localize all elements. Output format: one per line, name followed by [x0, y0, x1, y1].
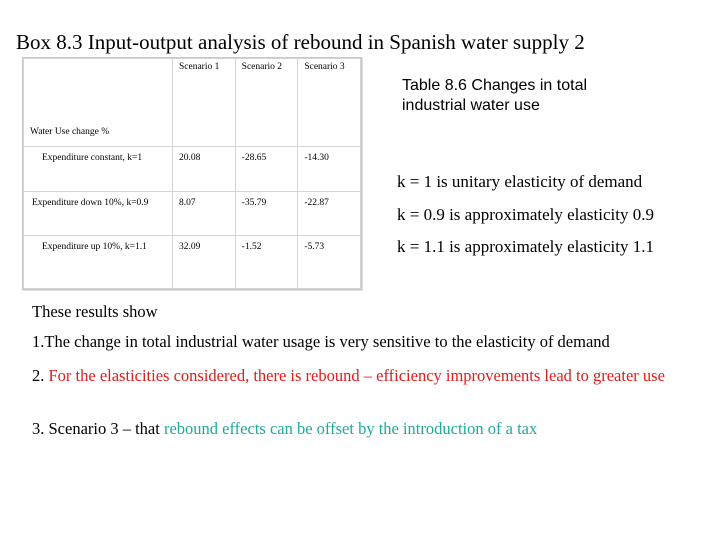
table-cell: -28.65	[235, 147, 298, 192]
row-label: Expenditure down 10%, k=0.9	[24, 192, 173, 236]
table-row	[24, 147, 361, 192]
table-cell: -5.73	[298, 236, 361, 289]
table-cell: -22.87	[298, 192, 361, 236]
header-scenario-2: Scenario 2	[235, 59, 298, 147]
k-note-3: k = 1.1 is approximately elasticity 1.1	[397, 237, 654, 256]
table-cell: 8.07	[173, 192, 236, 236]
table-cell: 20.08	[173, 147, 236, 192]
table-row	[24, 192, 361, 236]
point-3	[32, 418, 692, 439]
point-1: 1.The change in total industrial water usage is very sensitive to the elasticity of demand	[32, 332, 610, 351]
corner-label: Water Use change %	[24, 59, 173, 147]
results-intro: These results show	[32, 302, 158, 321]
table-cell: 32.09	[173, 236, 236, 289]
table-row	[24, 236, 361, 289]
point-2-number: 2.	[32, 366, 45, 385]
point-2-text: For the elasticities considered, there is rebound – efficiency improvements lead to greater use	[48, 366, 665, 385]
table-caption: Table 8.6 Changes in total industrial water use	[402, 77, 588, 114]
table-cell: -35.79	[235, 192, 298, 236]
header-scenario-1: Scenario 1	[173, 59, 236, 147]
point-3-text: rebound effects can be offset by the introduction of a tax	[163, 419, 538, 438]
point-3-prefix: 3. Scenario 3 – that	[32, 419, 164, 438]
k-note-2: k = 0.9 is approximately elasticity 0.9	[397, 205, 654, 224]
slide-title: Box 8.3 Input-output analysis of rebound in Spanish water supply 2	[16, 30, 585, 54]
point-2	[32, 365, 672, 386]
table-cell: -14.30	[298, 147, 361, 192]
row-label: Expenditure up 10%, k=1.1	[24, 236, 173, 289]
row-label: Expenditure constant, k=1	[24, 147, 173, 192]
k-note-1: k = 1 is unitary elasticity of demand	[397, 172, 643, 191]
table-header-row	[24, 59, 361, 147]
header-scenario-3: Scenario 3	[298, 59, 361, 147]
table-cell: -1.52	[235, 236, 298, 289]
results-table	[22, 57, 362, 290]
